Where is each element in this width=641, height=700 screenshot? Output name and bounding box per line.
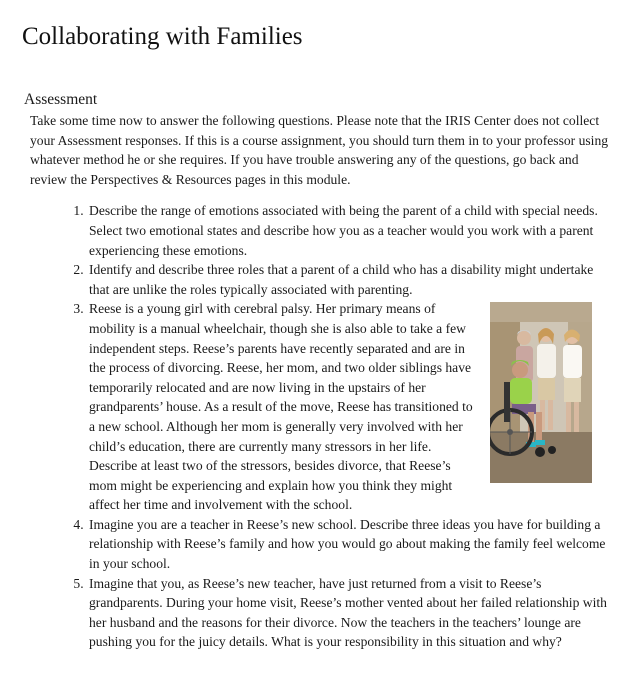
page-title: Collaborating with Families xyxy=(22,23,303,50)
section-heading: Assessment xyxy=(24,91,98,108)
question-2: 2. Identify and describe three roles that a parent of a child who has a disability might undertake that are unlike the roles typically associated with parenting. xyxy=(87,260,615,299)
question-5: 5. Imagine that you, as Reese’s new teacher, have just returned from a visit to Reese’s grandparents. During your home visit, Reese’s mother vented about her failed relationship with her husband and the reasons for their divorce. Now the teachers in the teachers’ lounge are pushing you for the juicy details. What is your responsibility in this situation and why? xyxy=(87,574,615,652)
question-3-text: 3. Reese is a young girl with cerebral palsy. Her primary means of mobility is a manual wheelchair, though she is also able to take a few independent steps. Reese’s parents have recently separated and are in the process of divorcing. Reese, her mom, and two older siblings have temporarily relocated and are now living in the upstairs of her grandparents’ house. As a result of the move, Reese has transitioned to a new school. Although her mom is generally very involved with her child’s education, there are currently many stressors in her life. Describe at least two of the stressors, besides divorce, that Reese’s mom might be experiencing and explain how you think they might affect her time and involvement with the school. xyxy=(89,301,473,513)
intro-paragraph: Take some time now to answer the following questions. Please note that the IRIS Center does not collect your Assessment responses. If this is a course assignment, you should turn them in to your professor using whatever method he or she requires. If you have trouble answering any of the questions, go back and review the Perspectives & Resources pages in this module. xyxy=(30,113,609,187)
family-photo-image xyxy=(490,302,592,483)
question-1: 1. Describe the range of emotions associated with being the parent of a child with special needs. Select two emotional states and describe how you as a teacher would you work with a parent experiencing these emotions. xyxy=(87,201,615,260)
family-photo xyxy=(490,302,592,483)
question-4: 4. Imagine you are a teacher in Reese’s new school. Describe three ideas you have for building a relationship with Reese’s family and how you would go about making the family feel welcome in your school. xyxy=(87,515,615,574)
